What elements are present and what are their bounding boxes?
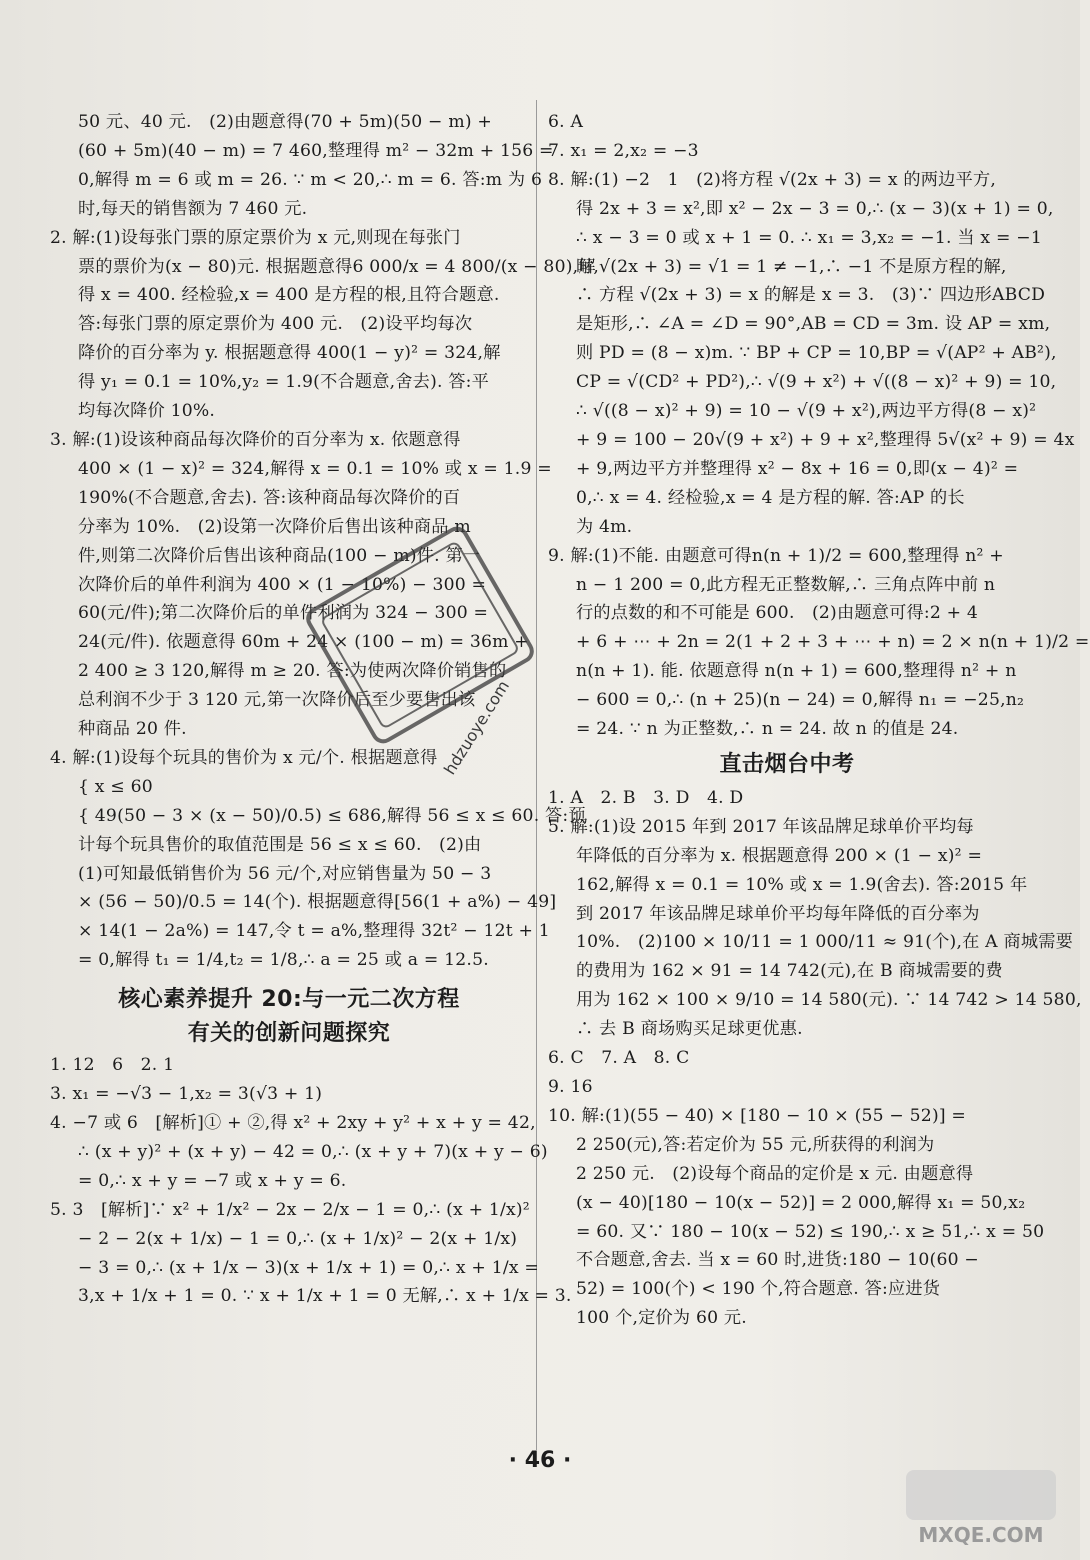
site-watermark-logo — [896, 1462, 1066, 1552]
section-title-line-1: 核心素养提升 20:与一元二次方程 — [118, 987, 460, 1013]
answer-line: 得 2x + 3 = x²,即 x² − 2x − 3 = 0,∴ (x − 3)(x + 1) = 0, — [576, 198, 1054, 219]
answer-line: ∴ (x + y)² + (x + y) − 42 = 0,∴ (x + y + 7)(x + y − 6) — [78, 1141, 548, 1162]
answer-line: 件,则第二次降价后售出该种商品(100 − m)件. 第一 — [78, 545, 481, 566]
answer-line: 是矩形,∴ ∠A = ∠D = 90°,AB = CD = 3m. 设 AP = xm, — [576, 314, 1051, 335]
answer-line: 次降价后的单件利润为 400 × (1 − 10%) − 300 = — [78, 574, 487, 595]
answer-line: 1. A 2. B 3. D 4. D — [548, 787, 744, 808]
answer-line: = 0,∴ x + y = −7 或 x + y = 6. — [78, 1170, 347, 1191]
answer-line: 2. 解:(1)设每张门票的原定票价为 x 元,则现在每张门 — [50, 227, 461, 248]
answer-line: n − 1 200 = 0,此方程无正整数解,∴ 三角点阵中前 n — [576, 574, 996, 595]
answer-line: 0,解得 m = 6 或 m = 26. ∵ m < 20,∴ m = 6. 答:m 为 6 — [78, 169, 543, 190]
answer-line: 3,x + 1/x + 1 = 0. ∵ x + 1/x + 1 = 0 无解,∴ x + 1/x = 3. — [78, 1286, 572, 1307]
section-title-line-2: 有关的创新问题探究 — [187, 1021, 391, 1047]
answer-line: 8. 解:(1) −2 1 (2)将方程 √(2x + 3) = x 的两边平方, — [548, 169, 997, 190]
answer-line: 分率为 10%. (2)设第一次降价后售出该种商品 m — [78, 516, 471, 537]
answer-line: − 2 − 2(x + 1/x) − 1 = 0,∴ (x + 1/x)² − 2(x + 1/x) — [78, 1228, 518, 1249]
answer-line: 4. 解:(1)设每个玩具的售价为 x 元/个. 根据题意得 — [50, 747, 438, 768]
answer-line: 162,解得 x = 0.1 = 10% 或 x = 1.9(舍去). 答:2015 年 — [576, 874, 1028, 895]
answer-line: 不合题意,舍去. 当 x = 60 时,进货:180 − 10(60 − — [576, 1250, 979, 1271]
answer-line: − 3 = 0,∴ (x + 1/x − 3)(x + 1/x + 1) = 0,∴ x + 1/x = — [78, 1257, 539, 1278]
answer-line: 为 4m. — [576, 516, 633, 537]
right-answer-block — [548, 108, 1090, 744]
answer-line: 答:每张门票的原定票价为 400 元. (2)设平均每次 — [78, 314, 473, 335]
answer-line: 降价的百分率为 y. 根据题意得 400(1 − y)² = 324,解 — [78, 343, 501, 364]
answer-line: = 0,解得 t₁ = 1/4,t₂ = 1/8,∴ a = 25 或 a = 12.5. — [78, 950, 489, 971]
answer-line: 1. 12 6 2. 1 — [50, 1055, 175, 1076]
answer-line: (60 + 5m)(40 − m) = 7 460,整理得 m² − 32m + 156 = — [78, 140, 554, 161]
answer-line: = 24. ∵ n 为正整数,∴ n = 24. 故 n 的值是 24. — [576, 719, 959, 740]
answer-line: 400 × (1 − x)² = 324,解得 x = 0.1 = 10% 或 x = 1.9 = — [78, 458, 552, 479]
answer-line: 190%(不合题意,舍去). 答:该种商品每次降价的百 — [78, 487, 461, 508]
answer-line: − 600 = 0,∴ (n + 25)(n − 24) = 0,解得 n₁ = −25,n₂ — [576, 690, 1025, 711]
answer-line: 得 x = 400. 经检验,x = 400 是方程的根,且符合题意. — [78, 285, 500, 306]
answer-line: + 6 + ⋯ + 2n = 2(1 + 2 + 3 + ⋯ + n) = 2 × n(n + 1)/2 = — [576, 632, 1090, 653]
answer-line: 5. 解:(1)设 2015 年到 2017 年该品牌足球单价平均每 — [548, 816, 974, 837]
answer-line: 6. C 7. A 8. C — [548, 1048, 690, 1069]
answer-line: ∴ 方程 √(2x + 3) = x 的解是 x = 3. (3)∵ 四边形ABCD — [576, 285, 1046, 306]
answer-line: 10. 解:(1)(55 − 40) × [180 − 10 × (55 − 52)] = — [548, 1105, 967, 1126]
answer-line: = 60. 又∵ 180 − 10(x − 52) ≤ 190,∴ x ≥ 51,∴ x = 50 — [576, 1221, 1045, 1242]
answer-line: { x ≤ 60 — [78, 776, 153, 797]
answer-line: 行的点数的和不可能是 600. (2)由题意可得:2 + 4 — [576, 603, 979, 624]
answer-line: 3. x₁ = −√3 − 1,x₂ = 3(√3 + 1) — [50, 1084, 323, 1105]
answer-line: 9. 16 — [548, 1077, 593, 1097]
answer-line: ∴ 去 B 商场购买足球更优惠. — [576, 1019, 803, 1040]
page-number: · 46 · — [508, 1448, 572, 1473]
answer-line: 年降低的百分率为 x. 根据题意得 200 × (1 − x)² = — [576, 845, 983, 866]
right-column — [548, 108, 1090, 1333]
answer-line: 9. 解:(1)不能. 由题意可得n(n + 1)/2 = 600,整理得 n² + — [548, 545, 1004, 566]
answer-line: 4. −7 或 6 [解析]① + ②,得 x² + 2xy + y² + x + y = 42, — [50, 1113, 536, 1133]
answer-line: 时,每天的销售额为 7 460 元. — [78, 198, 308, 219]
right-answer-block-2 — [548, 784, 1082, 1333]
answer-line: 2 250(元),答:若定价为 55 元,所获得的利润为 — [576, 1134, 935, 1155]
answer-line: (x − 40)[180 − 10(x − 52)] = 2 000,解得 x₁ = 50,x₂ — [576, 1192, 1026, 1213]
answer-line: 的费用为 162 × 91 = 14 742(元),在 B 商城需要的费 — [576, 961, 1003, 982]
answer-line: 0,∴ x = 4. 经检验,x = 4 是方程的解. 答:AP 的长 — [576, 487, 965, 508]
answer-line: 用为 162 × 100 × 9/10 = 14 580(元). ∵ 14 742 > 14 580, — [576, 990, 1082, 1011]
answer-line: 计每个玩具售价的取值范围是 56 ≤ x ≤ 60. (2)由 — [78, 834, 482, 855]
answer-line: 票的票价为(x − 80)元. 根据题意得6 000/x = 4 800/(x − 80),解 — [78, 256, 596, 277]
answer-line: 到 2017 年该品牌足球单价平均每年降低的百分率为 — [576, 903, 980, 924]
answer-line: + 9,两边平方并整理得 x² − 8x + 16 = 0,即(x − 4)² = — [576, 458, 1019, 479]
answer-line: 10%. (2)100 × 10/11 = 1 000/11 ≈ 91(个),在 A 商城需要 — [576, 932, 1073, 953]
answer-line: 得 y₁ = 0.1 = 10%,y₂ = 1.9(不合题意,舍去). 答:平 — [78, 372, 490, 393]
answer-line: × (56 − 50)/0.5 = 14(个). 根据题意得[56(1 + a%) − 49] — [78, 892, 557, 913]
answer-line: 50 元、40 元. (2)由题意得(70 + 5m)(50 − m) + — [78, 112, 492, 132]
section-title-yantai: 直击烟台中考 — [719, 751, 855, 777]
answer-line: CP = √(CD² + PD²),∴ √(9 + x²) + √((8 − x)² + 9) = 10, — [576, 372, 1057, 393]
answer-line: (1)可知最低销售价为 56 元/个,对应销售量为 50 − 3 — [78, 863, 492, 884]
answer-line: 7. x₁ = 2,x₂ = −3 — [548, 140, 699, 161]
answer-line: 60(元/件);第二次降价后的单件利润为 324 − 300 = — [78, 603, 489, 624]
answer-line: 则 PD = (8 − x)m. ∵ BP + CP = 10,BP = √(AP² + AB²), — [576, 343, 1057, 364]
answer-line: ∴ √((8 − x)² + 9) = 10 − √(9 + x²),两边平方得(8 − x)² — [576, 401, 1037, 422]
answer-line: 种商品 20 件. — [78, 719, 187, 740]
answer-line: + 9 = 100 − 20√(9 + x²) + 9 + x²,整理得 5√(x² + 9) = 4x — [576, 429, 1075, 450]
answer-line: ∴ x − 3 = 0 或 x + 1 = 0. ∴ x₁ = 3,x₂ = −1. 当 x = −1 — [576, 227, 1042, 248]
answer-line: 5. 3 [解析]∵ x² + 1/x² − 2x − 2/x − 1 = 0,∴ (x + 1/x)² — [50, 1199, 530, 1220]
answer-line: 100 个,定价为 60 元. — [576, 1308, 747, 1329]
answer-line: 2 400 ≥ 3 120,解得 m ≥ 20. 答:为使两次降价销售的 — [78, 661, 507, 682]
answer-line: 6. A — [548, 112, 584, 132]
answer-line: 52) = 100(个) < 190 个,符合题意. 答:应进货 — [576, 1279, 941, 1300]
stamp-text: hdzuoye.com — [440, 677, 514, 778]
answer-line: 2 250 元. (2)设每个商品的定价是 x 元. 由题意得 — [576, 1163, 974, 1184]
answer-line: 均每次降价 10%. — [78, 401, 216, 422]
answer-line: 总利润不少于 3 120 元,第一次降价后至少要售出该 — [78, 690, 476, 711]
answer-line: n(n + 1). 能. 依题意得 n(n + 1) = 600,整理得 n² + n — [576, 661, 1017, 682]
column-divider — [536, 100, 537, 1450]
answer-line: 24(元/件). 依题意得 60m + 24 × (100 − m) = 36m + — [78, 632, 529, 653]
answer-line: × 14(1 − 2a%) = 147,令 t = a%,整理得 32t² − 12t + 1 — [78, 921, 550, 942]
watermark-text: MXQE.COM — [918, 1523, 1044, 1547]
answer-line: { 49(50 − 3 × (x − 50)/0.5) ≤ 686,解得 56 ≤ x ≤ 60. 答:预 — [78, 805, 586, 826]
answer-line: 时,√(2x + 3) = √1 = 1 ≠ −1,∴ −1 不是原方程的解, — [576, 256, 1007, 277]
answer-line: 3. 解:(1)设该种商品每次降价的百分率为 x. 依题意得 — [50, 429, 461, 450]
